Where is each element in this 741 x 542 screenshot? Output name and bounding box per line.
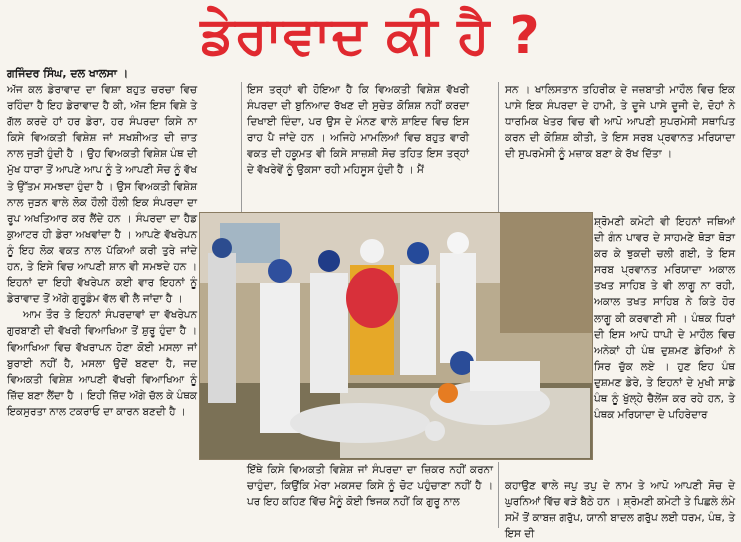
article-column-3-bottom [505, 478, 735, 541]
byline: ਗਜਿੰਦਰ ਸਿੰਘ, ਦਲ ਖਾਲਸਾ । [7, 67, 129, 80]
headline: ਡੇਰਾਵਾਦ ਕੀ ਹੈ ? [200, 6, 541, 66]
article-column-3-right [594, 214, 735, 478]
column-divider [241, 82, 242, 212]
paragraph: ਸਨ । ਖਾਲਿਸਤਾਨ ਤਹਿਰੀਕ ਦੇ ਜਜ਼ਬਾਤੀ ਮਾਹੌਲ ਵਿਚ ਇਕ ਪਾਸੇ ਇਕ ਸੰਪਰਦਾ ਦੇ ਹਾਮੀ, ਤੇ ਦੂਜੇ ਪਾਸੇ ਦੂਜੀ ਦੇ, ਦੋਹਾਂ ਨੇ ਧਾਰਮਿਕ ਖੇਤਰ ਵਿਚ ਵੀ ਆਪੋ ਆਪਣੀ ਸੁਪਰਮੇਸੀ ਸਥਾਪਿਤ ਕਰਨ ਦੀ ਕੋਸ਼ਿਸ਼ ਕੀਤੀ, ਤੇ ਇਸ ਸਰਬ ਪ੍ਰਵਾਨਤ ਮਰਿਯਾਦਾ ਦੀ ਸੁਪਰਮੇਸੀ ਨੂੰ ਮਜ਼ਾਕ ਬਣਾ ਕੇ ਰੱਖ ਦਿੱਤਾ । [505, 84, 735, 161]
column-divider [498, 82, 499, 212]
article-column-1 [7, 82, 197, 526]
column-divider [498, 462, 499, 528]
article-column-3-top [505, 82, 735, 214]
article-column-2-bottom [247, 462, 493, 528]
paragraph: ਅੱਜ ਕਲ ਡੇਰਾਵਾਦ ਦਾ ਵਿਸ਼ਾ ਬਹੁਤ ਚਰਚਾ ਵਿਚ ਰਹਿੰਦਾ ਹੈ ਇਹ ਡੇਰਾਵਾਦ ਹੈ ਕੀ, ਅੱਜ ਇਸ ਵਿਸ਼ੇ ਤੇ ਗੱਲ ਕਰਦੇ ਹਾਂ ਹਰ ਡੇਰਾ, ਹਰ ਸੰਪਰਦਾ ਕਿਸੇ ਨਾ ਕਿਸੇ ਵਿਅਕਤੀ ਵਿਸ਼ੇਸ਼ ਜਾਂ ਸਖਸ਼ੀਅਤ ਦੀ ਜ਼ਾਤ ਨਾਲ ਜੁੜੀ ਹੁੰਦੀ ਹੈ । ਉਹ ਵਿਅਕਤੀ ਵਿਸ਼ੇਸ਼ ਪੰਥ ਦੀ ਮੁੱਖ ਧਾਰਾ ਤੋਂ ਆਪਣੇ ਆਪ ਨੂੰ ਤੇ ਆਪਣੀ ਸੋਚ ਨੂੰ ਵੱਖ ਤੇ ਉੱਤਮ ਸਮਝਦਾ ਹੁੰਦਾ ਹੈ । ਉਸ ਵਿਅਕਤੀ ਵਿਸ਼ੇਸ਼ ਨਾਲ ਜੁੜਨ ਵਾਲੇ ਲੋਕ ਹੌਲੀ ਹੌਲੀ ਇਕ ਸੰਪਰਦਾ ਦਾ ਰੂਪ ਅਖਤਿਆਰ ਕਰ ਲੈਂਦੇ ਹਨ । ਸੰਪਰਦਾ ਦਾ ਹੈਡ ਕੁਆਟਰ ਹੀ ਡੇਰਾ ਅਖਵਾਂਦਾ ਹੈ । ਆਪਣੇ ਵੱਖਰੇਪਨ ਨੂੰ ਇਹ ਲੋਕ ਵਕਤ ਨਾਲ ਪੱਕਿਆਂ ਕਰੀ ਤੁਰੇ ਜਾਂਦੇ ਹਨ, ਤੇ ਇਸੇ ਵਿਚ ਆਪਣੀ ਸ਼ਾਨ ਵੀ ਸਮਝਦੇ ਹਨ । ਇਹਨਾਂ ਦਾ ਇਹੀ ਵੱਖਰੇਪਨ ਕਈ ਵਾਰ ਇਹਨਾਂ ਨੂੰ ਡੇਰਾਵਾਦ ਤੋਂ ਅੱਗੇ ਗੁਰੂਡੰਮ ਵੱਲ ਵੀ ਲੈ ਜਾਂਦਾ ਹੈ । [7, 84, 197, 306]
paragraph: ਆਮ ਤੌਰ ਤੇ ਇਹਨਾਂ ਸੰਪਰਦਾਵਾਂ ਦਾ ਵੱਖਰੇਪਨ ਗੁਰਬਾਣੀ ਦੀ ਵੱਖਰੀ ਵਿਆਖਿਆ ਤੋਂ ਸ਼ੁਰੂ ਹੁੰਦਾ ਹੈ । ਵਿਆਖਿਆ ਵਿਚ ਵੱਖਰਾਪਨ ਹੋਣਾ ਕੋਈ ਮਸਲਾ ਜਾਂ ਬੁਰਾਈ ਨਹੀਂ ਹੈ, ਮਸਲਾ ਉਦੋਂ ਬਣਦਾ ਹੈ, ਜਦ ਵਿਅਕਤੀ ਵਿਸ਼ੇਸ਼ ਆਪਣੀ ਵੱਖਰੀ ਵਿਆਖਿਆ ਨੂੰ ਜ਼ਿੱਦ ਬਣਾ ਲੈਂਦਾ ਹੈ । ਇਹੀ ਜ਼ਿੱਦ ਅੱਗੇ ਚੱਲ ਕੇ ਪੰਥਕ ਇਕਸੁਰਤਾ ਨਾਲ ਟਕਰਾਓ ਦਾ ਕਾਰਨ ਬਣਦੀ ਹੈ । [7, 309, 197, 418]
news-photo [199, 212, 593, 460]
article-column-2-top [247, 82, 469, 214]
paragraph: ਕਹਾਉਣ ਵਾਲੇ ਜਪੁ ਤਪੁ ਦੇ ਨਾਮ ਤੇ ਆਪੋ ਆਪਣੀ ਸੋਚ ਦੇ ਘੁਰਨਿਆਂ ਵਿੱਚ ਵੜੇ ਬੈਠੇ ਹਨ । ਸ਼੍ਰੋਮਣੀ ਕਮੇਟੀ ਤੇ ਪਿਛਲੇ ਲੰਮੇ ਸਮੇਂ ਤੋਂ ਕਾਬਜ਼ ਗਰੁੱਪ, ਯਾਨੀ ਬਾਦਲ ਗਰੁੱਪ ਲਈ ਧਰਮ, ਪੰਥ, ਤੇ ਇਸ ਦੀ [505, 480, 735, 541]
paragraph: ਸ਼੍ਰੋਮਣੀ ਕਮੇਟੀ ਵੀ ਇਹਨਾਂ ਜਥਿਆਂ ਦੀ ਗੰਨ ਪਾਵਰ ਦੇ ਸਾਹਮਣੇ ਥੋੜਾ ਥੋੜਾ ਕਰ ਕੇ ਝੁਕਦੀ ਚਲੀ ਗਈ, ਤੇ ਇਸ ਸਰਬ ਪ੍ਰਵਾਨਤ ਮਰਿਯਾਦਾ ਅਕਾਲ ਤਖਤ ਸਾਹਿਬ ਤੇ ਵੀ ਲਾਗੂ ਨਾ ਰਹੀ, ਅਕਾਲ ਤਖਤ ਸਾਹਿਬ ਨੇ ਕਿਤੇ ਹੋਰ ਲਾਗੂ ਕੀ ਕਰਵਾਣੀ ਸੀ । ਪੰਥਕ ਧਿਰਾਂ ਦੀ ਇਸ ਆਪੋ ਧਾਪੀ ਦੇ ਮਾਹੌਲ ਵਿਚ ਅਨੇਕਾਂ ਹੀ ਪੰਥ ਦੁਸ਼ਮਣ ਡੇਰਿਆਂ ਨੇ ਸਿਰ ਚੁੱਕ ਲਏ । ਹੁਣ ਇਹ ਪੰਥ ਦੁਸ਼ਮਣ ਡੇਰੇ, ਤੇ ਇਹਨਾਂ ਦੇ ਮੁਖੀ ਸਾਡੇ ਪੰਥ ਨੂੰ ਖੁੱਲ੍ਹੇ ਚੈਲੇਂਜ ਕਰ ਰਹੇ ਹਨ, ਤੇ ਪੰਥਕ ਮਰਿਯਾਦਾ ਦੇ ਪਹਿਰੇਦਾਰ [594, 216, 735, 422]
photo-illustration [200, 213, 592, 459]
paragraph: ਇਸ ਤਰ੍ਹਾਂ ਵੀ ਹੋਇਆ ਹੈ ਕਿ ਵਿਅਕਤੀ ਵਿਸ਼ੇਸ਼ ਵੱਖਰੀ ਸੰਪਰਦਾ ਦੀ ਬੁਨਿਆਦ ਰੱਖਣ ਦੀ ਸੁਚੇਤ ਕੋਸ਼ਿਸ਼ ਨਹੀਂ ਕਰਦਾ ਦਿਖਾਈ ਦਿੰਦਾ, ਪਰ ਉਸ ਦੇ ਮੰਨਣ ਵਾਲੇ ਸ਼ਾਇਦ ਵਿਚ ਇਸ ਰਾਹ ਪੈ ਜਾਂਦੇ ਹਨ । ਅਜਿਹੇ ਮਾਮਲਿਆਂ ਵਿਚ ਬਹੁਤ ਵਾਰੀ ਵਕਤ ਦੀ ਹਕੂਮਤ ਵੀ ਕਿਸੇ ਸਾਜ਼ਸ਼ੀ ਸੋਚ ਤਹਿਤ ਇਸ ਤਰ੍ਹਾਂ ਦੇ ਵੱਖਰੇਵੇਂ ਨੂੰ ਉਕਸਾ ਰਹੀ ਮਹਿਸੂਸ ਹੁੰਦੀ ਹੈ । ਮੈਂ [247, 84, 469, 177]
paragraph: ਇੱਥੇ ਕਿਸੇ ਵਿਅਕਤੀ ਵਿਸ਼ੇਸ਼ ਜਾਂ ਸੰਪਰਦਾ ਦਾ ਜ਼ਿਕਰ ਨਹੀਂ ਕਰਨਾ ਚਾਹੁੰਦਾ, ਕਿਉਂਕਿ ਮੇਰਾ ਮਕਸਦ ਕਿਸੇ ਨੂੰ ਚੋਟ ਪਹੁੰਚਾਣਾ ਨਹੀਂ ਹੈ । ਪਰ ਇਹ ਕਹਿਣ ਵਿੱਚ ਮੈਨੂੰ ਕੋਈ ਝਿਜਕ ਨਹੀਂ ਕਿ ਗੁਰੂ ਨਾਲ [247, 464, 493, 509]
